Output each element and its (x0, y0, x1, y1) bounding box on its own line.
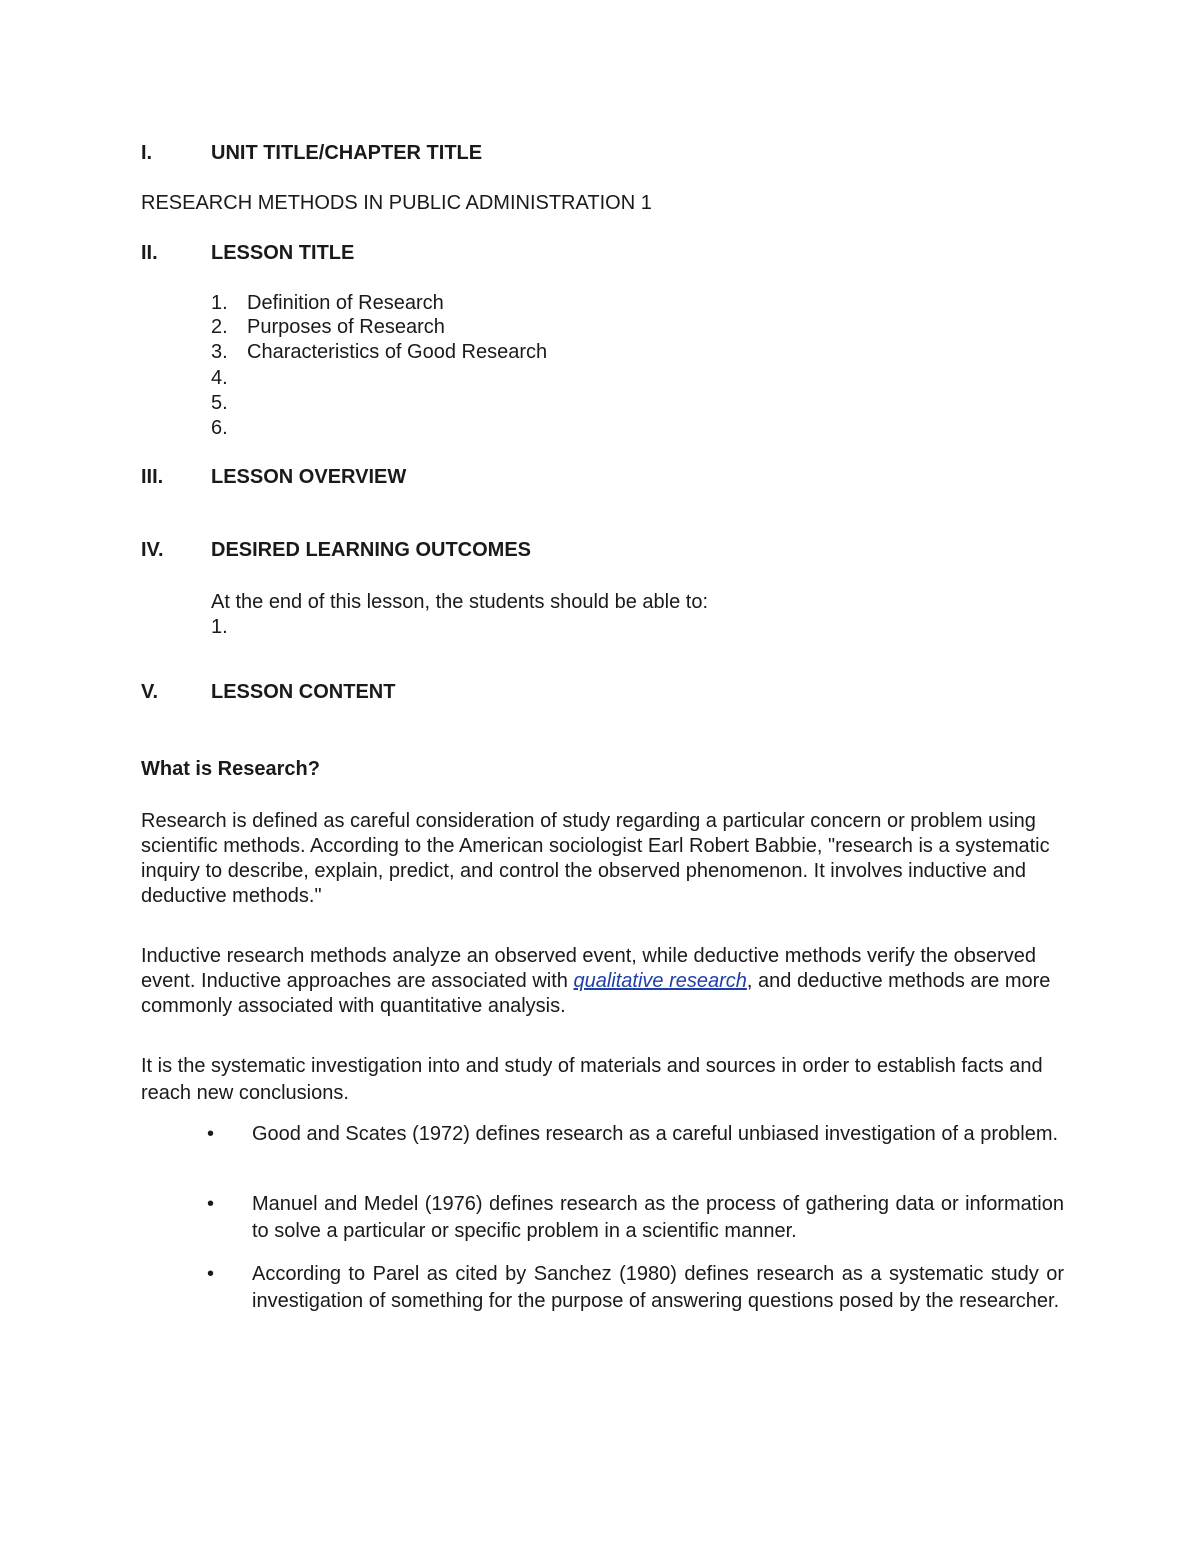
lesson-list-number: 6. (211, 417, 228, 439)
paragraph-2-text-after: , and deductive methods are more commonly associated with quantitative analysis. (141, 970, 1051, 1017)
bullet-icon: • (207, 1193, 215, 1215)
section-4-title: DESIRED LEARNING OUTCOMES (211, 539, 532, 561)
lesson-list-number: 5. (211, 392, 228, 414)
content-heading: What is Research? (141, 758, 320, 780)
bullet-icon: • (207, 1263, 215, 1285)
section-4-number: IV. (141, 539, 164, 561)
lesson-list-item: Characteristics of Good Research (247, 341, 548, 363)
section-3-title: LESSON OVERVIEW (211, 466, 407, 488)
content-paragraph-1: Research is defined as careful consideration of study regarding a particular concern or problem using scientific methods. According to the American sociologist Earl Robert Babbie, "research is a systematic inquiry to describe, explain, predict, and control the observed phenomenon. It involves inductive and deductive methods." (141, 810, 1050, 907)
lesson-list-number: 4. (211, 367, 228, 389)
section-5-title: LESSON CONTENT (211, 681, 396, 703)
unit-title-text: RESEARCH METHODS IN PUBLIC ADMINISTRATION 1 (141, 192, 652, 214)
outcomes-intro: At the end of this lesson, the students should be able to: (211, 591, 709, 613)
outcome-item-number: 1. (211, 616, 228, 638)
content-paragraph-3: It is the systematic investigation into and study of materials and sources in order to establish facts and reach new conclusions. (141, 1055, 1043, 1104)
lesson-list-number: 2. (211, 316, 228, 338)
section-2-number: II. (141, 242, 158, 264)
content-paragraph-2 (141, 944, 1061, 1019)
lesson-list-number: 1. (211, 292, 228, 314)
paragraph-2-text-before: Inductive research methods analyze an observed event, while deductive methods verify the observed event. Inductive approaches are associated with (141, 945, 1036, 992)
section-5-number: V. (141, 681, 159, 703)
lesson-list-item: Purposes of Research (247, 316, 445, 338)
section-2-title: LESSON TITLE (211, 242, 355, 264)
bullet-icon: • (207, 1123, 215, 1145)
qualitative-research-link[interactable]: qualitative research (573, 970, 747, 992)
lesson-list-item: Definition of Research (247, 292, 444, 314)
lesson-list-number: 3. (211, 341, 228, 363)
bullet-text: Good and Scates (1972) defines research as a careful unbiased investigation of a problem. (252, 1123, 1059, 1145)
section-3-number: III. (141, 466, 164, 488)
section-1-number: I. (141, 142, 153, 164)
bullet-text: According to Parel as cited by Sanchez (1980) defines research as a systematic study or investigation of something for the purpose of answering questions posed by the researcher. (252, 1263, 1064, 1312)
section-1-title: UNIT TITLE/CHAPTER TITLE (211, 142, 483, 164)
bullet-text: Manuel and Medel (1976) defines research as the process of gathering data or information to solve a particular or specific problem in a scientific manner. (252, 1193, 1064, 1242)
